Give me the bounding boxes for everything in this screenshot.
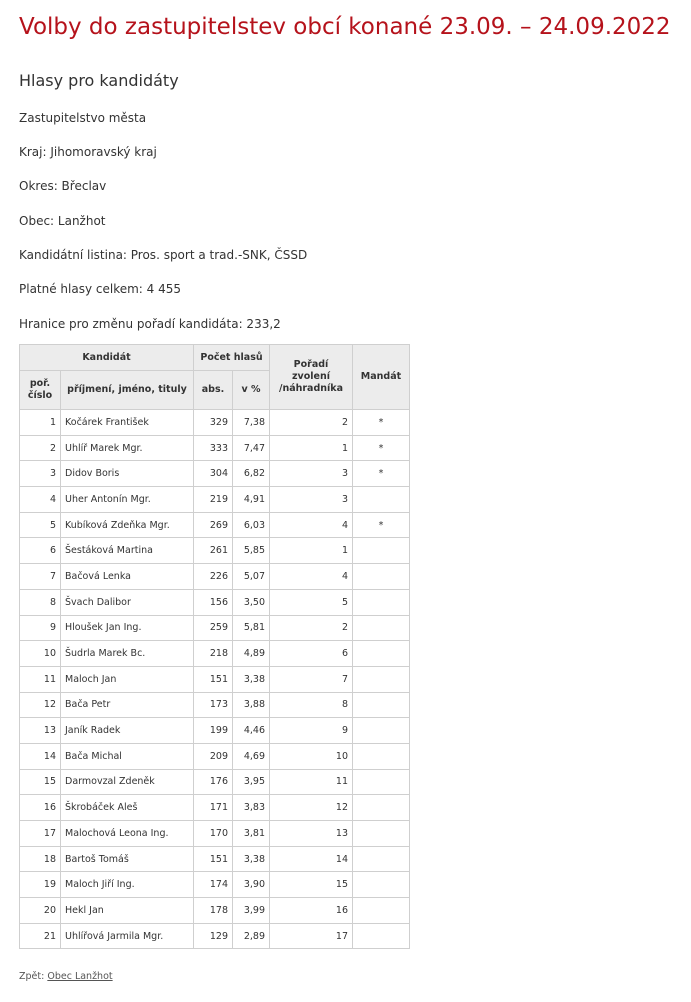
cell-order: 17 [270,923,353,949]
cell-number: 1 [20,410,61,436]
cell-mandate [353,846,410,872]
cell-order: 2 [270,410,353,436]
cell-mandate: * [353,512,410,538]
table-row [20,564,410,590]
cell-mandate: * [353,461,410,487]
cell-name: Šestáková Martina [61,538,194,564]
cell-order: 7 [270,666,353,692]
cell-number: 5 [20,512,61,538]
cell-votes-abs: 219 [194,487,233,513]
table-row [20,487,410,513]
municipality-label: Obec: Lanžhot [19,214,106,228]
cell-number: 6 [20,538,61,564]
cell-order: 12 [270,795,353,821]
cell-votes-abs: 151 [194,846,233,872]
table-row [20,461,410,487]
cell-number: 17 [20,821,61,847]
cell-votes-pct: 3,38 [233,846,270,872]
cell-votes-abs: 259 [194,615,233,641]
threshold-label: Hranice pro změnu pořadí kandidáta: 233,2 [19,317,281,331]
cell-votes-pct: 7,38 [233,410,270,436]
cell-order: 14 [270,846,353,872]
cell-name: Švach Dalibor [61,589,194,615]
cell-votes-abs: 173 [194,692,233,718]
table-row [20,435,410,461]
cell-number: 21 [20,923,61,949]
cell-votes-pct: 6,03 [233,512,270,538]
cell-votes-abs: 199 [194,718,233,744]
table-row [20,821,410,847]
cell-votes-pct: 4,69 [233,743,270,769]
table-row [20,512,410,538]
table-row [20,641,410,667]
cell-votes-abs: 218 [194,641,233,667]
cell-votes-abs: 151 [194,666,233,692]
cell-mandate: * [353,435,410,461]
header-name: příjmení, jméno, tituly [61,371,194,410]
cell-order: 1 [270,538,353,564]
cell-votes-pct: 7,47 [233,435,270,461]
cell-name: Malochová Leona Ing. [61,821,194,847]
cell-votes-abs: 171 [194,795,233,821]
cell-name: Bačová Lenka [61,564,194,590]
footer-nav [19,971,113,982]
cell-number: 10 [20,641,61,667]
header-number [20,371,61,410]
cell-number: 15 [20,769,61,795]
cell-votes-abs: 329 [194,410,233,436]
header-mandate: Mandát [353,345,410,410]
cell-number: 7 [20,564,61,590]
cell-order: 2 [270,615,353,641]
cell-order: 16 [270,898,353,924]
cell-mandate [353,923,410,949]
cell-votes-abs: 129 [194,923,233,949]
header-number-line1: poř. [29,378,51,389]
cell-number: 19 [20,872,61,898]
cell-mandate [353,718,410,744]
cell-votes-pct: 3,95 [233,769,270,795]
table-row [20,795,410,821]
cell-votes-abs: 156 [194,589,233,615]
cell-name: Hloušek Jan Ing. [61,615,194,641]
cell-name: Uher Antonín Mgr. [61,487,194,513]
cell-number: 20 [20,898,61,924]
table-row [20,538,410,564]
district-label: Okres: Břeclav [19,179,107,193]
header-order-line2: zvolení [292,371,330,382]
cell-mandate [353,615,410,641]
cell-votes-abs: 261 [194,538,233,564]
cell-mandate [353,564,410,590]
cell-name: Uhlíř Marek Mgr. [61,435,194,461]
table-row [20,410,410,436]
cell-order: 4 [270,564,353,590]
cell-order: 11 [270,769,353,795]
cell-order: 8 [270,692,353,718]
page-subtitle: Hlasy pro kandidáty [19,71,179,90]
cell-order: 3 [270,461,353,487]
cell-number: 12 [20,692,61,718]
cell-mandate [353,872,410,898]
cell-order: 4 [270,512,353,538]
cell-number: 11 [20,666,61,692]
header-order-line3: /náhradníka [278,383,344,394]
table-row [20,589,410,615]
table-row [20,872,410,898]
cell-votes-abs: 178 [194,898,233,924]
page-title: Volby do zastupitelstev obcí konané 23.09. – 24.09.2022 [19,14,671,40]
cell-number: 18 [20,846,61,872]
table-row [20,692,410,718]
header-order [270,345,353,410]
header-order-line1: Pořadí [293,359,329,370]
cell-votes-pct: 4,46 [233,718,270,744]
cell-number: 2 [20,435,61,461]
header-pct: v % [233,371,270,410]
cell-mandate [353,769,410,795]
cell-number: 4 [20,487,61,513]
cell-mandate [353,821,410,847]
region-label: Kraj: Jihomoravský kraj [19,145,157,159]
header-number-line2: číslo [27,390,53,401]
table-row [20,769,410,795]
cell-mandate [353,538,410,564]
cell-name: Janík Radek [61,718,194,744]
cell-mandate [353,898,410,924]
cell-name: Didov Boris [61,461,194,487]
cell-votes-pct: 6,82 [233,461,270,487]
cell-votes-pct: 3,88 [233,692,270,718]
cell-votes-abs: 170 [194,821,233,847]
cell-number: 3 [20,461,61,487]
total-votes-label: Platné hlasy celkem: 4 455 [19,282,182,296]
cell-mandate [353,743,410,769]
table-row [20,718,410,744]
cell-votes-pct: 5,85 [233,538,270,564]
cell-name: Kočárek František [61,410,194,436]
header-votes: Počet hlasů [194,345,270,371]
cell-votes-pct: 3,38 [233,666,270,692]
cell-votes-abs: 333 [194,435,233,461]
cell-votes-pct: 3,99 [233,898,270,924]
cell-order: 1 [270,435,353,461]
back-link[interactable]: Obec Lanžhot [47,971,113,982]
cell-votes-abs: 304 [194,461,233,487]
cell-votes-pct: 3,81 [233,821,270,847]
cell-number: 9 [20,615,61,641]
cell-order: 15 [270,872,353,898]
cell-name: Šudrla Marek Bc. [61,641,194,667]
cell-mandate [353,692,410,718]
cell-number: 14 [20,743,61,769]
cell-order: 13 [270,821,353,847]
cell-name: Maloch Jiří Ing. [61,872,194,898]
cell-number: 13 [20,718,61,744]
cell-votes-pct: 4,91 [233,487,270,513]
cell-name: Bartoš Tomáš [61,846,194,872]
header-abs: abs. [194,371,233,410]
cell-order: 10 [270,743,353,769]
header-candidate: Kandidát [20,345,194,371]
cell-name: Uhlířová Jarmila Mgr. [61,923,194,949]
cell-order: 9 [270,718,353,744]
cell-votes-abs: 226 [194,564,233,590]
cell-votes-pct: 5,81 [233,615,270,641]
back-label: Zpět: [19,971,45,982]
cell-order: 6 [270,641,353,667]
cell-name: Škrobáček Aleš [61,795,194,821]
cell-mandate [353,666,410,692]
cell-votes-pct: 5,07 [233,564,270,590]
cell-votes-abs: 176 [194,769,233,795]
table-body [20,410,410,949]
cell-votes-pct: 4,89 [233,641,270,667]
cell-order: 3 [270,487,353,513]
cell-votes-abs: 269 [194,512,233,538]
cell-votes-pct: 3,90 [233,872,270,898]
cell-order: 5 [270,589,353,615]
table-row [20,923,410,949]
candidates-table [19,344,410,949]
cell-name: Kubíková Zdeňka Mgr. [61,512,194,538]
cell-name: Darmovzal Zdeněk [61,769,194,795]
table-row [20,615,410,641]
cell-number: 8 [20,589,61,615]
cell-mandate [353,589,410,615]
cell-votes-abs: 209 [194,743,233,769]
council-label: Zastupitelstvo města [19,111,147,125]
cell-name: Bača Petr [61,692,194,718]
cell-mandate [353,641,410,667]
cell-name: Bača Michal [61,743,194,769]
candidate-list-label: Kandidátní listina: Pros. sport a trad.-SNK, ČSSD [19,248,308,262]
cell-name: Hekl Jan [61,898,194,924]
table-row [20,898,410,924]
cell-mandate [353,487,410,513]
cell-mandate [353,795,410,821]
cell-votes-pct: 3,50 [233,589,270,615]
table-row [20,743,410,769]
cell-votes-abs: 174 [194,872,233,898]
cell-votes-pct: 2,89 [233,923,270,949]
cell-name: Maloch Jan [61,666,194,692]
table-row [20,666,410,692]
cell-number: 16 [20,795,61,821]
cell-votes-pct: 3,83 [233,795,270,821]
table-row [20,846,410,872]
cell-mandate: * [353,410,410,436]
